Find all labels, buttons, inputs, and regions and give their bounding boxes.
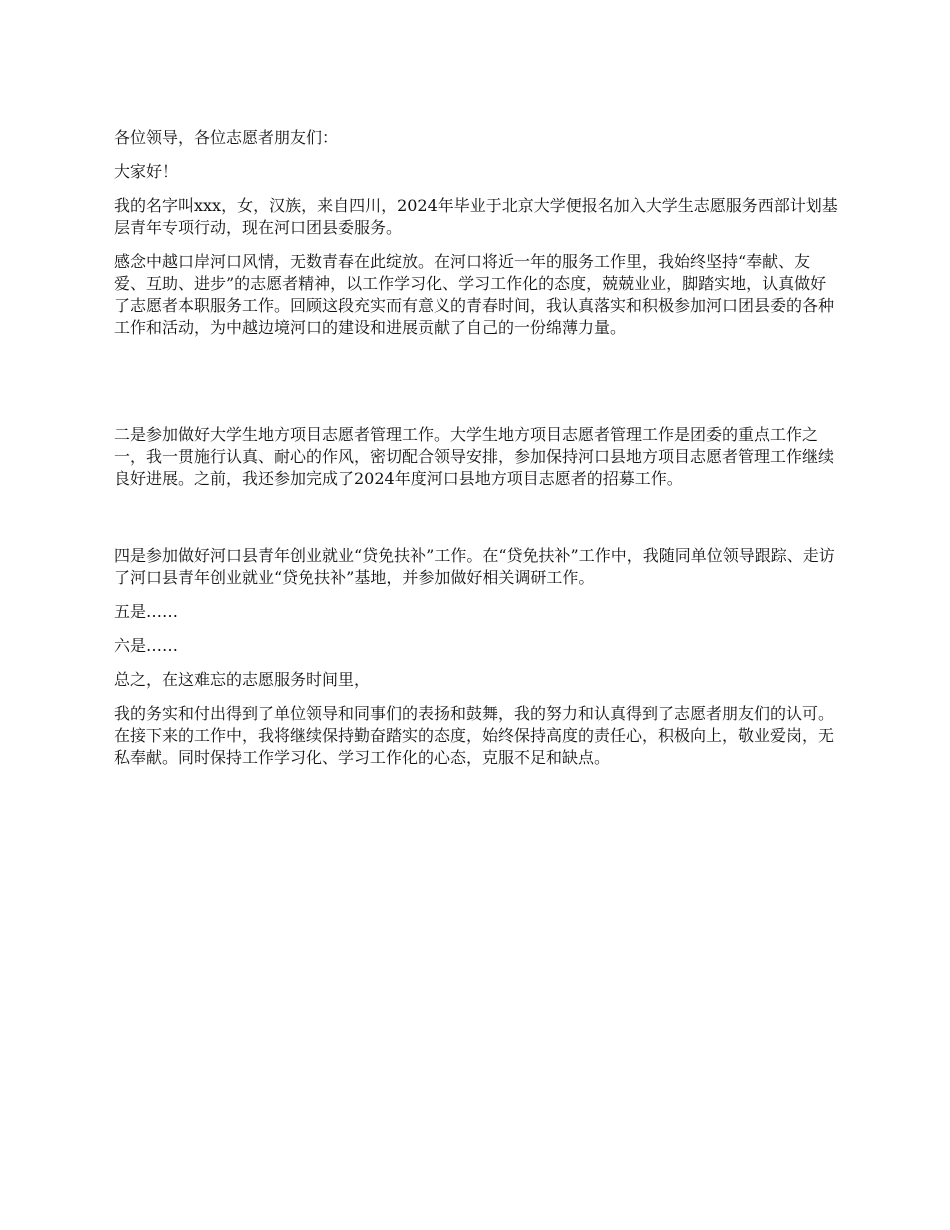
closing-paragraph: 我的务实和付出得到了单位领导和同事们的表扬和鼓舞，我的努力和认真得到了志愿者朋友们的认可。在接下来的工作中，我将继续保持勤奋踏实的态度，始终保持高度的责任心，积极向上，敬业爱岗，无私奉献。同时保持工作学习化、学习工作化的心态，克服不足和缺点。 [114,704,835,767]
salutation: 各位领导，各位志愿者朋友们： [114,128,339,147]
service-overview-paragraph: 感念中越口岸河口风情，无数青春在此绽放。在河口将近一年的服务工作里，我始终坚持“奉献、友爱、互助、进步”的志愿者精神，以工作学习化、学习工作化的态度，兢兢业业，脚踏实地，认真做好了志愿者本职服务工作。回顾这段充实而有意义的青春时间，我认真落实和积极参加河口团县委的各种工作和活动，为中越边境河口的建设和进展贡献了自己的一份绵薄力量。 [114,252,835,337]
second-point-paragraph: 二是参加做好大学生地方项目志愿者管理工作。大学生地方项目志愿者管理工作是团委的重点工作之一，我一贯施行认真、耐心的作风，密切配合领导安排，参加保持河口县地方项目志愿者管理工作继续良好进展。之前，我还参加完成了2024年度河口县地方项目志愿者的招募工作。 [114,425,835,488]
fifth-point-paragraph: 五是…… [114,602,179,621]
sixth-point-paragraph: 六是…… [114,636,179,655]
fourth-point-paragraph: 四是参加做好河口县青年创业就业“贷免扶补”工作。在“贷免扶补”工作中，我随同单位领导跟踪、走访了河口县青年创业就业“贷免扶补”基地，并参加做好相关调研工作。 [114,546,835,587]
self-introduction-paragraph: 我的名字叫xxx，女，汉族，来自四川，2024年毕业于北京大学便报名加入大学生志愿服务西部计划基层青年专项行动，现在河口团县委服务。 [114,196,838,237]
greeting: 大家好！ [114,162,179,181]
summary-lead-paragraph: 总之，在这难忘的志愿服务时间里， [114,670,371,689]
document-body [114,127,842,769]
